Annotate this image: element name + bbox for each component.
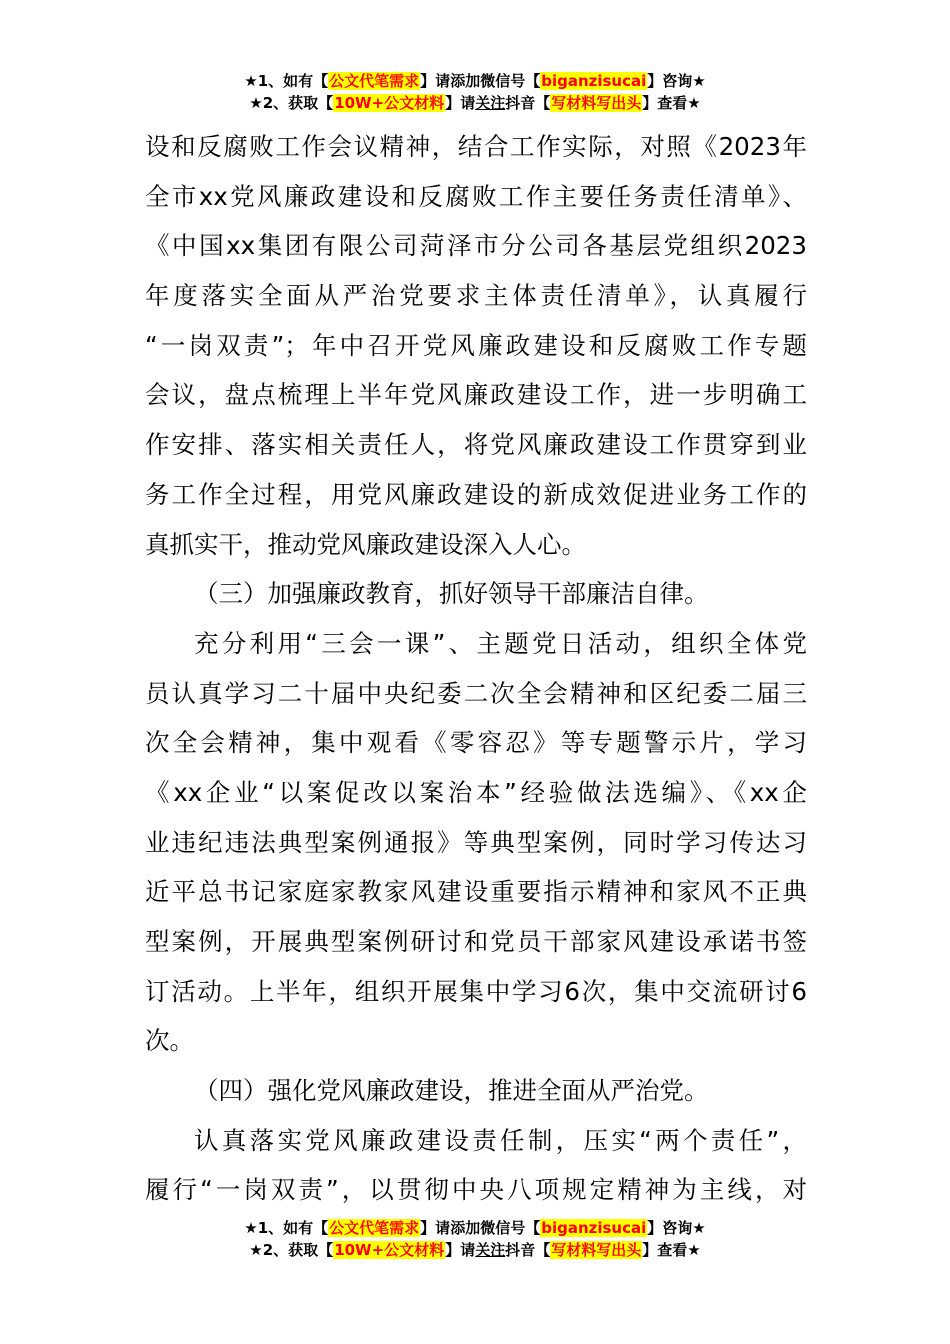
banner-text: 】咨询★ bbox=[647, 72, 706, 90]
banner-line-2 bbox=[0, 1239, 950, 1261]
body-line: 务工作全过程，用党风廉政建设的新成效促进业务工作的 bbox=[145, 479, 807, 509]
banner-line-1 bbox=[0, 1217, 950, 1239]
banner-text: 】查看★ bbox=[642, 1241, 701, 1259]
footer-banner bbox=[0, 1217, 950, 1261]
header-banner bbox=[0, 70, 950, 114]
banner-emphasis: 关注 bbox=[475, 1241, 506, 1259]
banner-highlight-wechat: biganzisucai bbox=[541, 72, 647, 90]
banner-emphasis: 添加 bbox=[450, 1219, 481, 1237]
star-icon: ★ bbox=[244, 1219, 258, 1237]
star-icon: ★ bbox=[249, 94, 263, 112]
body-line: 次。 bbox=[145, 1026, 194, 1056]
banner-text: 2、获取【 bbox=[262, 1241, 334, 1259]
banner-highlight-douyin: 写材料写出头 bbox=[551, 1241, 642, 1259]
body-line: 作安排、落实相关责任人，将党风廉政建设工作贯穿到业 bbox=[145, 430, 807, 460]
star-icon: ★ bbox=[249, 1241, 263, 1259]
banner-emphasis: 添加 bbox=[450, 72, 481, 90]
section-heading-4: （四）强化党风廉政建设，推进全面从严治党。 bbox=[194, 1076, 709, 1106]
banner-text: 】请 bbox=[445, 94, 476, 112]
banner-highlight-service: 公文代笔需求 bbox=[329, 1219, 420, 1237]
banner-highlight-materials: 10W+公文材料 bbox=[334, 94, 445, 112]
banner-text: 】请 bbox=[420, 72, 451, 90]
banner-text: 抖音【 bbox=[505, 1241, 551, 1259]
banner-highlight-douyin: 写材料写出头 bbox=[551, 94, 642, 112]
banner-highlight-wechat: biganzisucai bbox=[541, 1219, 647, 1237]
banner-text: 】咨询★ bbox=[647, 1219, 706, 1237]
body-line: 近平总书记家庭家教家风建设重要指示精神和家风不正典 bbox=[145, 877, 807, 907]
banner-line-1 bbox=[0, 70, 950, 92]
body-line: 《xx企业“以案促改以案治本”经验做法选编》、《xx企 bbox=[145, 777, 807, 807]
banner-text: 】请 bbox=[420, 1219, 451, 1237]
body-line: 业违纪违法典型案例通报》等典型案例，同时学习传达习 bbox=[145, 827, 807, 857]
body-line: 充分利用“三会一课”、主题党日活动，组织全体党 bbox=[194, 628, 807, 658]
banner-text: 微信号【 bbox=[480, 1219, 541, 1237]
body-line: 全市xx党风廉政建设和反腐败工作主要任务责任清单》、 bbox=[145, 181, 807, 211]
body-line: 履行“一岗双责”，以贯彻中央八项规定精神为主线，对 bbox=[145, 1175, 807, 1205]
body-line: 次全会精神，集中观看《零容忍》等专题警示片，学习 bbox=[145, 728, 807, 758]
banner-highlight-service: 公文代笔需求 bbox=[329, 72, 420, 90]
body-line: 员认真学习二十届中央纪委二次全会精神和区纪委二届三 bbox=[145, 678, 807, 708]
body-line: 年度落实全面从严治党要求主体责任清单》，认真履行 bbox=[145, 281, 807, 311]
body-line: 订活动。上半年，组织开展集中学习6次，集中交流研讨6 bbox=[145, 976, 807, 1006]
banner-text: 】请 bbox=[445, 1241, 476, 1259]
star-icon: ★ bbox=[244, 72, 258, 90]
banner-line-2 bbox=[0, 92, 950, 114]
body-line: “一岗双责”；年中召开党风廉政建设和反腐败工作专题 bbox=[145, 330, 807, 360]
body-line: 会议，盘点梳理上半年党风廉政建设工作，进一步明确工 bbox=[145, 380, 807, 410]
banner-text: 】查看★ bbox=[642, 94, 701, 112]
banner-text: 1、如有【 bbox=[257, 72, 329, 90]
banner-text: 微信号【 bbox=[480, 72, 541, 90]
banner-text: 1、如有【 bbox=[257, 1219, 329, 1237]
body-line: 设和反腐败工作会议精神，结合工作实际，对照《2023年 bbox=[145, 132, 807, 161]
body-line: 真抓实干，推动党风廉政建设深入人心。 bbox=[145, 529, 586, 559]
document-body bbox=[145, 122, 807, 1215]
banner-emphasis: 关注 bbox=[475, 94, 506, 112]
body-line: 《中国xx集团有限公司菏泽市分公司各基层党组织2023 bbox=[145, 231, 807, 261]
banner-text: 2、获取【 bbox=[262, 94, 334, 112]
body-line: 型案例，开展典型案例研讨和党员干部家风建设承诺书签 bbox=[145, 927, 807, 956]
section-heading-3: （三）加强廉政教育，抓好领导干部廉洁自律。 bbox=[194, 579, 709, 609]
banner-highlight-materials: 10W+公文材料 bbox=[334, 1241, 445, 1259]
body-line: 认真落实党风廉政建设责任制，压实“两个责任”， bbox=[194, 1125, 807, 1155]
banner-text: 抖音【 bbox=[505, 94, 551, 112]
